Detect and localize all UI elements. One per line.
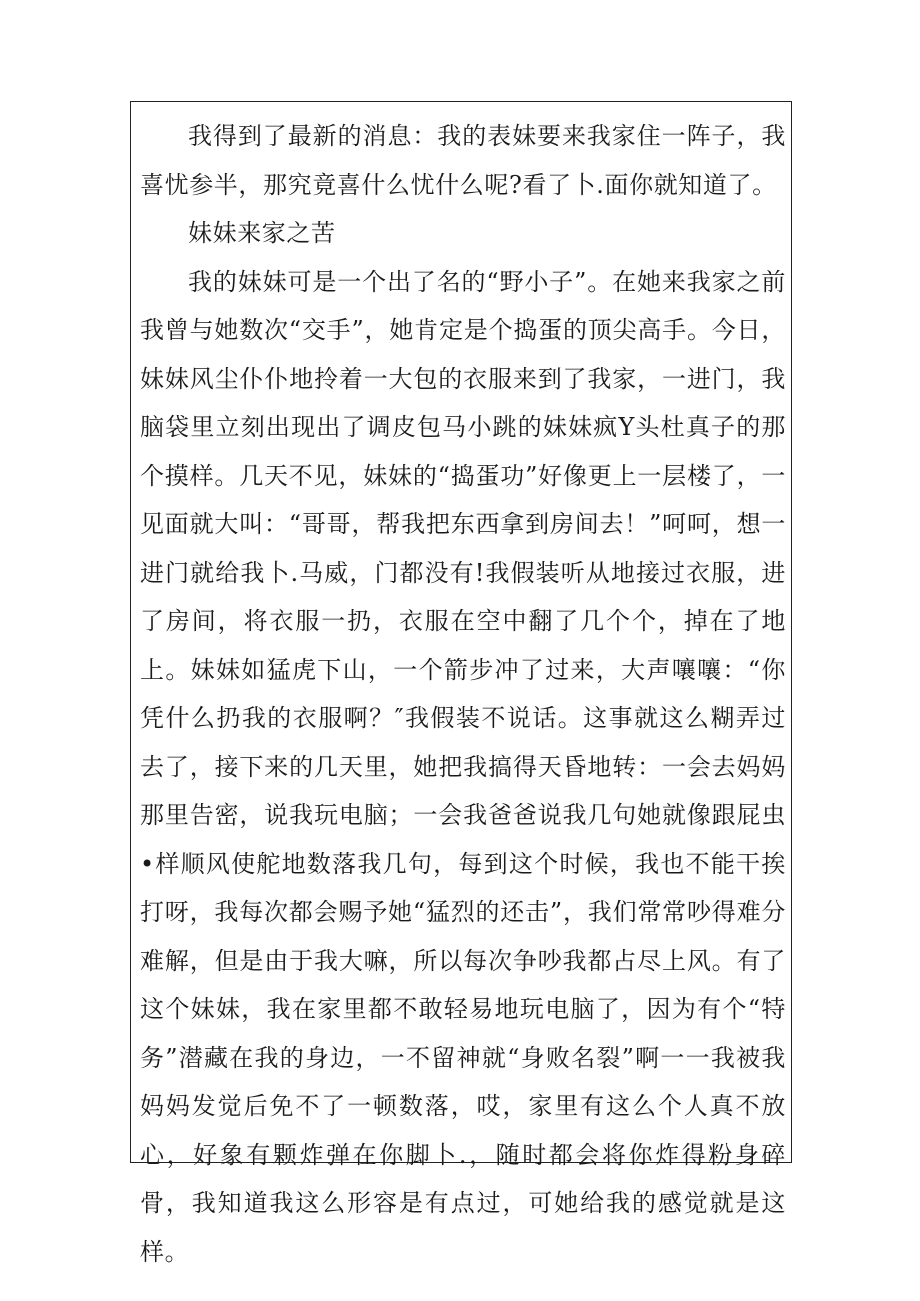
- document-body: [140, 112, 786, 1276]
- body-paragraph: 我的妹妹可是一个出了名的“野小子”。在她来我家之前我曾与她数次“交手”，她肯定是个捣蛋的顶尖高手。今日，妹妹风尘仆仆地拎着一大包的衣服来到了我家，一进门，我脑袋里立刻出现出了调皮包马小跳的妹妹疯Y头杜真子的那个摸样。几天不见，妹妹的“捣蛋功”好像更上一层楼了，一见面就大叫：“哥哥，帮我把东西拿到房间去！”呵呵，想一进门就给我卜.马威，门都没有!我假装听从地接过衣服，进了房间，将衣服一扔，衣服在空中翻了几个个，掉在了地上。妹妹如猛虎下山，一个箭步冲了过来，大声嚷嚷：“你凭什么扔我的衣服啊？″我假装不说话。这事就这么糊弄过去了，接下来的几天里，她把我搞得天昏地转：一会去妈妈那里告密，说我玩电脑；一会我爸爸说我几句她就像跟屁虫•样顺风使舵地数落我几句，每到这个时候，我也不能干挨打呀，我每次都会赐予她“猛烈的还击”，我们常常吵得难分难解，但是由于我大嘛，所以每次争吵我都占尽上风。有了这个妹妹，我在家里都不敢轻易地玩电脑了，因为有个“特务”潜藏在我的身边，一不留神就“身败名裂”啊一一我被我妈妈发觉后免不了一顿数落，哎，家里有这么个人真不放心，好象有颗炸弹在你脚卜.，随时都会将你炸得粉身碎骨，我知道我这么形容是有点过，可她给我的感觉就是这样。: [140, 267, 786, 1266]
- intro-paragraph: 我得到了最新的消息：我的表妹要来我家住一阵子，我喜忧参半，那究竟喜什么忧什么呢?看了卜.面你就知道了。: [140, 122, 786, 199]
- section-heading: 妹妹来家之苦: [188, 219, 336, 247]
